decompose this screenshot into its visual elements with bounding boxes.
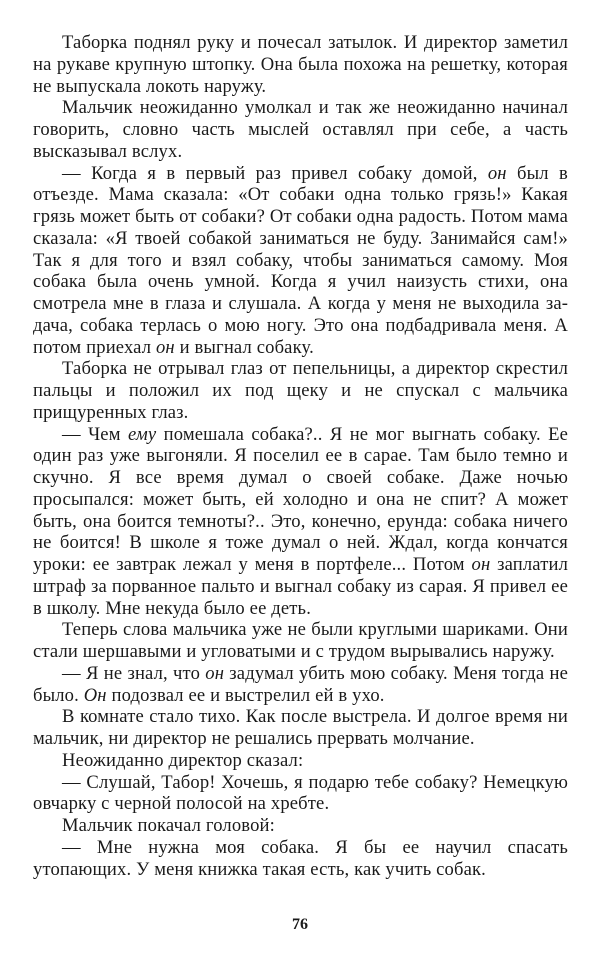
page-body bbox=[33, 32, 568, 880]
text-run: — Я не знал, что bbox=[62, 662, 206, 684]
text-run: — Мне нужна моя собака. Я бы ее научил спасать утопающих. У меня книжка такая есть, как учить собак. bbox=[33, 836, 568, 880]
text-run: Таборка поднял руку и почесал затылок. И директор заметил на рукаве крупную штопку. Она была похожа на решетку, которая не выпускала локоть наружу. bbox=[33, 32, 568, 97]
paragraph bbox=[33, 663, 568, 707]
paragraph bbox=[33, 706, 568, 750]
paragraph bbox=[33, 424, 568, 620]
paragraph bbox=[33, 837, 568, 881]
text-run: — Слушай, Табор! Хочешь, я подарю тебе собаку? Немецкую овчарку с черной полосой на хребте. bbox=[33, 771, 568, 815]
text-run: — Чем bbox=[62, 423, 128, 445]
italic-emphasis: он bbox=[471, 554, 491, 575]
text-run: и выгнал собаку. bbox=[174, 336, 314, 358]
italic-emphasis: он bbox=[155, 336, 175, 358]
paragraph bbox=[33, 619, 568, 663]
italic-emphasis: он bbox=[205, 662, 225, 684]
text-run: Неожиданно директор сказал: bbox=[62, 749, 304, 771]
text-run: Мальчик покачал головой: bbox=[62, 815, 275, 836]
text-run: В комнате стало тихо. Как после выстрела. И долгое время ни мальчик, ни директор не решались прервать молчание. bbox=[33, 706, 568, 749]
text-run: Теперь слова мальчика уже не были круглыми шариками. Они стали шершавыми и угловатыми и с трудом вырывались наружу. bbox=[33, 619, 568, 662]
text-run: задумал убить мою собаку. Меня тогда не было. bbox=[33, 662, 568, 706]
italic-emphasis: ему bbox=[127, 423, 157, 445]
text-run: подозвал ее и выстрелил ей в ухо. bbox=[106, 684, 385, 706]
paragraph bbox=[33, 97, 568, 162]
page-number: 76 bbox=[292, 916, 308, 933]
paragraph bbox=[33, 772, 568, 816]
text-run: помешала собака?.. Я не мог выгнать собаку. Ее один раз уже выгоняли. Я поселил ее в сарае. Там было темно и скучно. Я все время думал о своей собаке. Даже ночью просыпался: может быть, ей холодно и она не спит? А может быть, она боится темноты?.. Это, конечно, ерунда: собака ничего не боится! В школе я тоже думал о ней. Ждал, когда кончатся уроки: ее завтрак лежал у меня в портфеле... Потом bbox=[33, 423, 568, 575]
text-run: Мальчик неожиданно умолкал и так же неожиданно начинал говорить, словно часть мыслей оставлял при себе, а часть высказывал вслух. bbox=[33, 97, 568, 162]
italic-emphasis: он bbox=[487, 162, 507, 184]
paragraph bbox=[33, 32, 568, 97]
italic-emphasis: Он bbox=[83, 684, 107, 706]
paragraph bbox=[33, 815, 568, 837]
paragraph bbox=[33, 358, 568, 423]
text-run: — Когда я в первый раз привел собаку домой, bbox=[62, 162, 488, 184]
text-run: Таборка не отрывал глаз от пепельницы, а директор скрестил пальцы и положил их под щеку и не спускал с мальчика прищуренных глаз. bbox=[33, 358, 568, 423]
paragraph bbox=[33, 163, 568, 359]
text-run: был в отъезде. Мама сказала: «От собаки одна только грязь!» Какая грязь может быть от собаки? От собаки одна радость. Потом мама сказала: «Я твоей собакой заниматься не буду. Занимайся сам!» Так я для того и взял собаку, чтобы заниматься самому. Моя собака была очень умной. Когда я учил наизусть стихи, она смотрела мне в глаза и слушала. А когда у меня не выходила задача, собака терлась о мою ногу. Это она подбадривала меня. А потом приехал bbox=[33, 162, 568, 358]
text-run: заплатил штраф за порванное пальто и выгнал собаку из сарая. Я привел ее в школу. Мне некуда было ее деть. bbox=[33, 554, 568, 619]
paragraph bbox=[33, 750, 568, 772]
